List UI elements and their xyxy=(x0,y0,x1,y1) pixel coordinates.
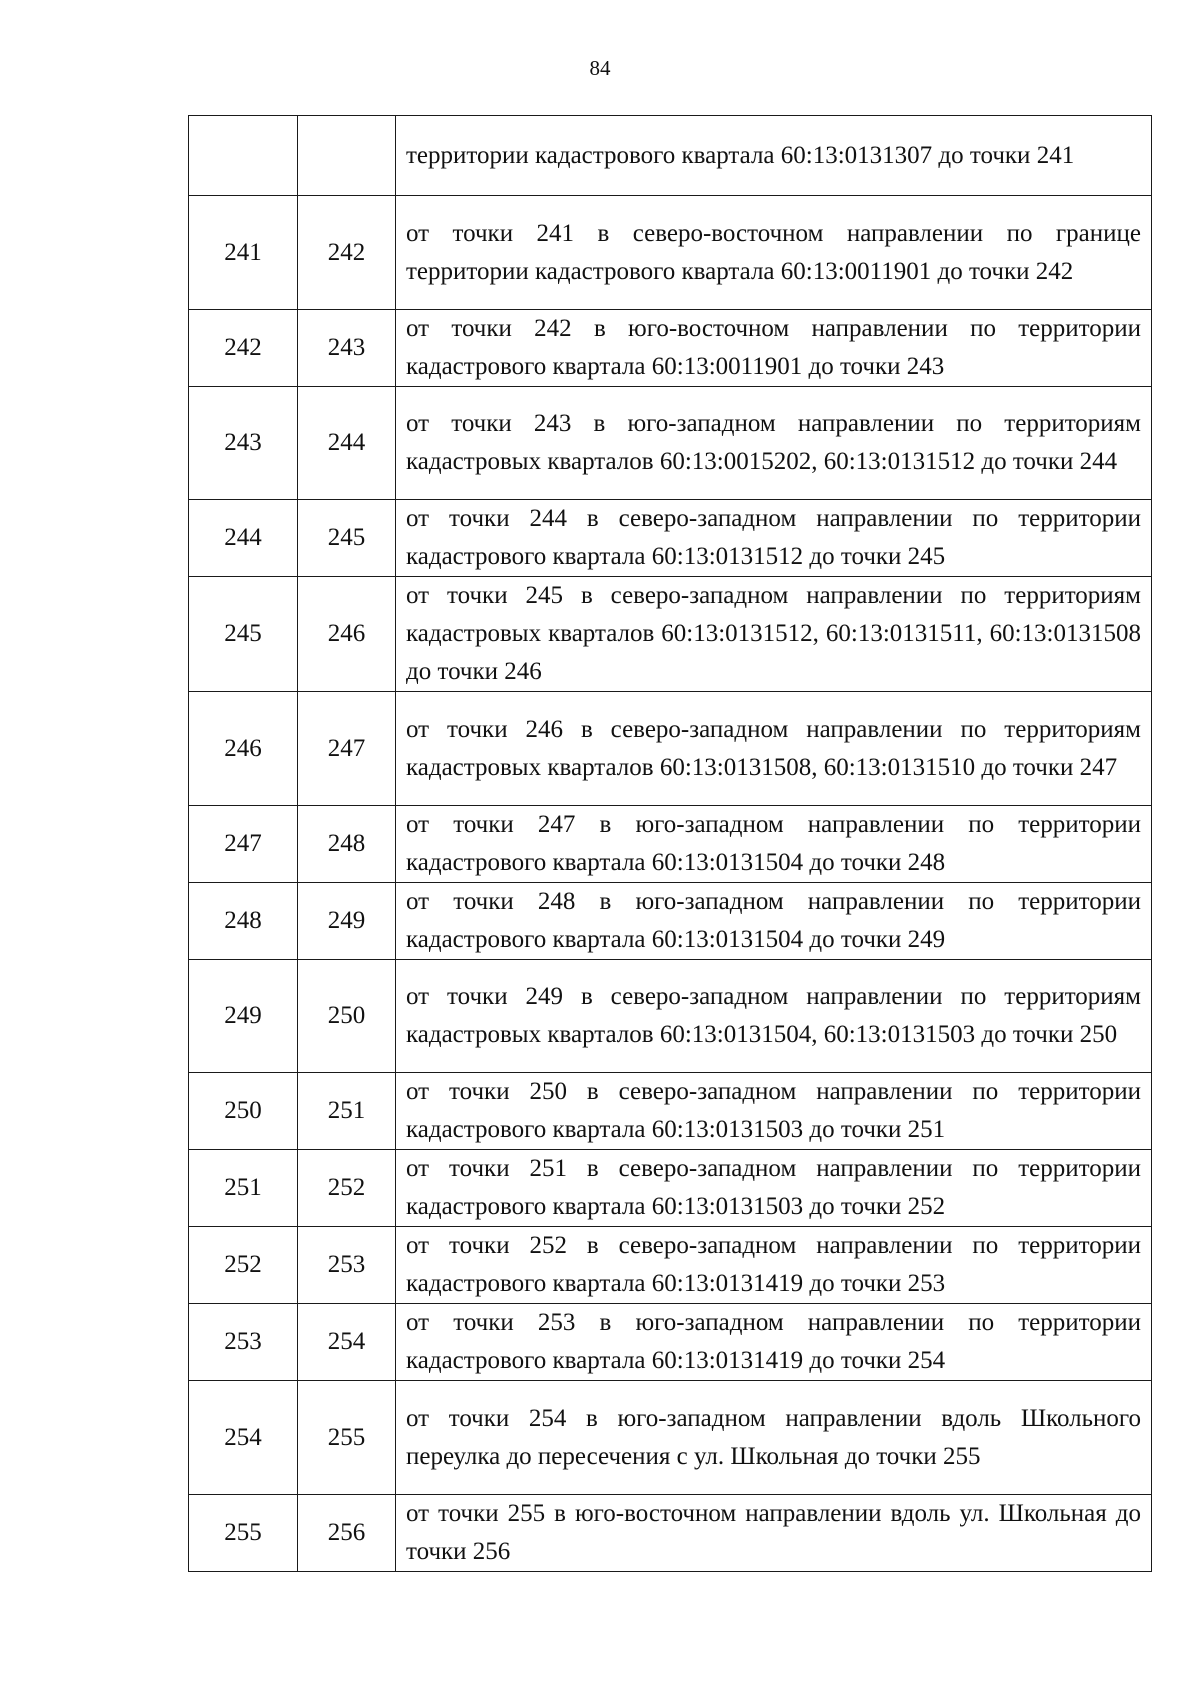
from-point-cell: 248 xyxy=(189,883,298,960)
from-point-cell: 253 xyxy=(189,1304,298,1381)
from-point-cell: 241 xyxy=(189,196,298,310)
table-row xyxy=(189,1304,1152,1381)
from-point-cell: 246 xyxy=(189,692,298,806)
to-point-cell: 243 xyxy=(298,310,396,387)
description-cell: от точки 254 в юго-западном направлении вдоль Школьного переулка до пересечения с ул. Школьная до точки 255 xyxy=(396,1381,1152,1495)
from-point-cell: 250 xyxy=(189,1073,298,1150)
description-cell: от точки 247 в юго-западном направлении по территории кадастрового квартала 60:13:0131504 до точки 248 xyxy=(396,806,1152,883)
to-point-cell: 250 xyxy=(298,960,396,1073)
from-point-cell: 249 xyxy=(189,960,298,1073)
description-cell: территории кадастрового квартала 60:13:0131307 до точки 241 xyxy=(396,116,1152,196)
to-point-cell: 248 xyxy=(298,806,396,883)
to-point-cell: 255 xyxy=(298,1381,396,1495)
description-cell: от точки 244 в северо-западном направлении по территории кадастрового квартала 60:13:0131512 до точки 245 xyxy=(396,500,1152,577)
to-point-cell: 245 xyxy=(298,500,396,577)
to-point-cell: 244 xyxy=(298,387,396,500)
description-cell: от точки 249 в северо-западном направлении по территориям кадастровых кварталов 60:13:0131504, 60:13:0131503 до точки 250 xyxy=(396,960,1152,1073)
to-point-cell xyxy=(298,116,396,196)
table-row xyxy=(189,500,1152,577)
table-row xyxy=(189,577,1152,692)
table-row xyxy=(189,806,1152,883)
to-point-cell: 253 xyxy=(298,1227,396,1304)
to-point-cell: 247 xyxy=(298,692,396,806)
from-point-cell: 243 xyxy=(189,387,298,500)
from-point-cell: 254 xyxy=(189,1381,298,1495)
description-cell: от точки 250 в северо-западном направлении по территории кадастрового квартала 60:13:0131503 до точки 251 xyxy=(396,1073,1152,1150)
to-point-cell: 256 xyxy=(298,1495,396,1572)
description-cell: от точки 241 в северо-восточном направлении по границе территории кадастрового квартала 60:13:0011901 до точки 242 xyxy=(396,196,1152,310)
description-cell: от точки 248 в юго-западном направлении по территории кадастрового квартала 60:13:0131504 до точки 249 xyxy=(396,883,1152,960)
to-point-cell: 249 xyxy=(298,883,396,960)
table-row xyxy=(189,116,1152,196)
table-row xyxy=(189,883,1152,960)
table-row xyxy=(189,1073,1152,1150)
from-point-cell: 252 xyxy=(189,1227,298,1304)
description-cell: от точки 243 в юго-западном направлении по территориям кадастровых кварталов 60:13:0015202, 60:13:0131512 до точки 244 xyxy=(396,387,1152,500)
page-number: 84 xyxy=(589,56,611,80)
table-row xyxy=(189,1227,1152,1304)
from-point-cell xyxy=(189,116,298,196)
description-cell: от точки 251 в северо-западном направлении по территории кадастрового квартала 60:13:0131503 до точки 252 xyxy=(396,1150,1152,1227)
table-row xyxy=(189,692,1152,806)
from-point-cell: 244 xyxy=(189,500,298,577)
table-row xyxy=(189,387,1152,500)
table-row xyxy=(189,310,1152,387)
description-cell: от точки 246 в северо-западном направлении по территориям кадастровых кварталов 60:13:0131508, 60:13:0131510 до точки 247 xyxy=(396,692,1152,806)
description-cell: от точки 245 в северо-западном направлении по территориям кадастровых кварталов 60:13:0131512, 60:13:0131511, 60:13:0131508 до точки 246 xyxy=(396,577,1152,692)
table-row xyxy=(189,1150,1152,1227)
from-point-cell: 255 xyxy=(189,1495,298,1572)
to-point-cell: 254 xyxy=(298,1304,396,1381)
to-point-cell: 252 xyxy=(298,1150,396,1227)
table-row xyxy=(189,196,1152,310)
description-cell: от точки 242 в юго-восточном направлении по территории кадастрового квартала 60:13:0011901 до точки 243 xyxy=(396,310,1152,387)
table-row xyxy=(189,960,1152,1073)
from-point-cell: 251 xyxy=(189,1150,298,1227)
table-row xyxy=(189,1381,1152,1495)
boundary-description-table xyxy=(188,115,1152,1572)
to-point-cell: 242 xyxy=(298,196,396,310)
description-cell: от точки 253 в юго-западном направлении по территории кадастрового квартала 60:13:0131419 до точки 254 xyxy=(396,1304,1152,1381)
table-row xyxy=(189,1495,1152,1572)
to-point-cell: 251 xyxy=(298,1073,396,1150)
from-point-cell: 242 xyxy=(189,310,298,387)
from-point-cell: 245 xyxy=(189,577,298,692)
from-point-cell: 247 xyxy=(189,806,298,883)
description-cell: от точки 255 в юго-восточном направлении вдоль ул. Школьная до точки 256 xyxy=(396,1495,1152,1572)
description-cell: от точки 252 в северо-западном направлении по территории кадастрового квартала 60:13:0131419 до точки 253 xyxy=(396,1227,1152,1304)
to-point-cell: 246 xyxy=(298,577,396,692)
